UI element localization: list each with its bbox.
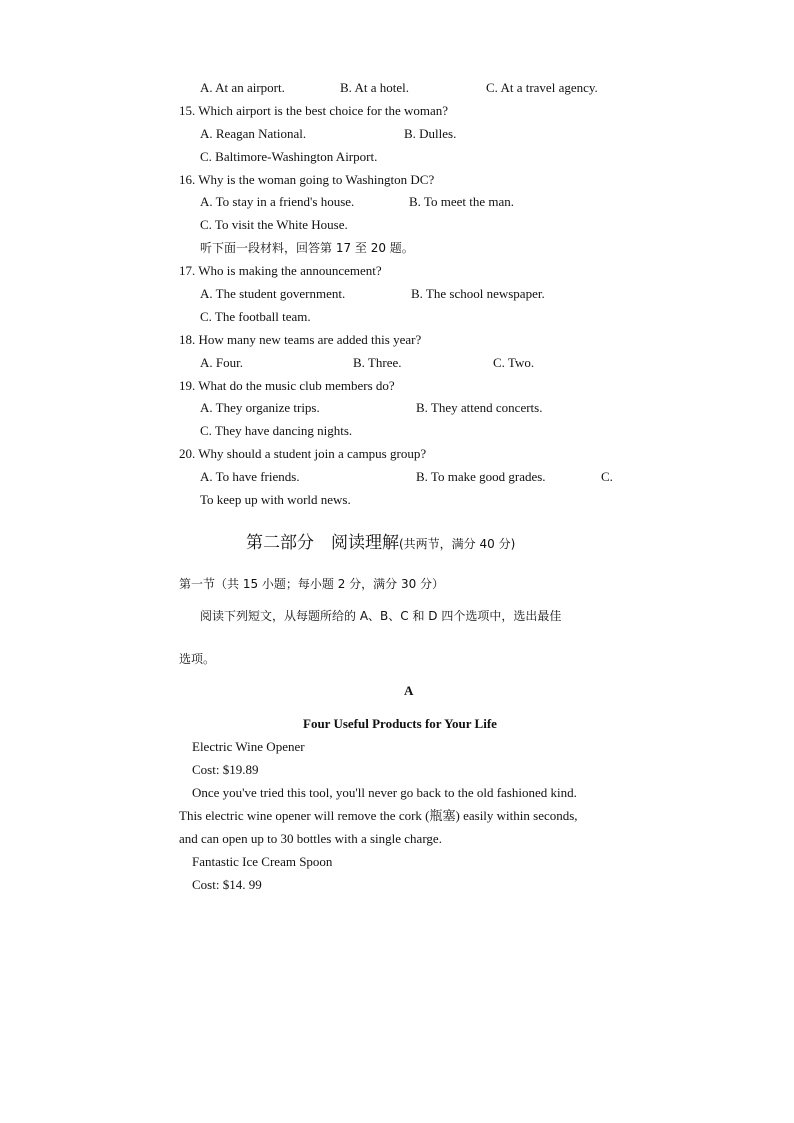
product1-desc-line3: and can open up to 30 bottles with a single charge. xyxy=(179,831,442,846)
part2-note: (共两节，满分 40 分) xyxy=(399,537,516,551)
q14-option-a: A. At an airport. xyxy=(200,80,285,95)
q17-stem: 17. Who is making the announcement? xyxy=(179,263,382,278)
q17-option-c: C. The football team. xyxy=(200,309,311,324)
section1-instruction-line1: 阅读下列短文，从每题所给的 A、B、C 和 D 四个选项中，选出最佳 xyxy=(200,609,562,623)
passage-title: Four Useful Products for Your Life xyxy=(303,716,497,731)
q15-option-b: B. Dulles. xyxy=(404,126,457,141)
product2-name: Fantastic Ice Cream Spoon xyxy=(192,854,333,869)
q16-option-b: B. To meet the man. xyxy=(409,194,514,209)
q20-option-a: A. To have friends. xyxy=(200,469,300,484)
q14-option-b: B. At a hotel. xyxy=(340,80,409,95)
q20-option-c-letter: C. xyxy=(601,469,613,484)
product1-name: Electric Wine Opener xyxy=(192,739,305,754)
q14-option-c: C. At a travel agency. xyxy=(486,80,598,95)
q15-option-a: A. Reagan National. xyxy=(200,126,307,141)
q19-option-b: B. They attend concerts. xyxy=(416,400,543,415)
q20-option-c-text: To keep up with world news. xyxy=(200,492,351,507)
passage-letter: A xyxy=(404,683,414,698)
section1-title: 第一节（共 15 小题；每小题 2 分，满分 30 分） xyxy=(179,577,445,591)
q19-stem: 19. What do the music club members do? xyxy=(179,378,395,393)
product1-desc-line2: This electric wine opener will remove the cork (瓶塞) easily within seconds, xyxy=(179,808,578,823)
q20-stem: 20. Why should a student join a campus group? xyxy=(179,446,427,461)
product2-cost: Cost: $14. 99 xyxy=(192,877,262,892)
part2-heading xyxy=(246,532,515,555)
q16-stem: 16. Why is the woman going to Washington DC? xyxy=(179,172,435,187)
q16-option-a: A. To stay in a friend's house. xyxy=(200,194,355,209)
q15-stem: 15. Which airport is the best choice for the woman? xyxy=(179,103,449,118)
q19-option-c: C. They have dancing nights. xyxy=(200,423,353,438)
q18-option-b: B. Three. xyxy=(353,355,402,370)
product1-cost: Cost: $19.89 xyxy=(192,762,259,777)
q15-option-c: C. Baltimore-Washington Airport. xyxy=(200,149,378,164)
part2-title: 第二部分 阅读理解 xyxy=(246,533,399,553)
q18-option-a: A. Four. xyxy=(200,355,243,370)
q17-option-b: B. The school newspaper. xyxy=(411,286,545,301)
product1-desc-line1: Once you've tried this tool, you'll never go back to the old fashioned kind. xyxy=(192,785,577,800)
q20-option-b: B. To make good grades. xyxy=(416,469,546,484)
q17-option-a: A. The student government. xyxy=(200,286,346,301)
q19-option-a: A. They organize trips. xyxy=(200,400,320,415)
q16-option-c: C. To visit the White House. xyxy=(200,217,348,232)
section1-instruction-line2: 选项。 xyxy=(179,652,216,666)
listening-instruction: 听下面一段材料，回答第 17 至 20 题。 xyxy=(200,241,414,255)
q18-option-c: C. Two. xyxy=(493,355,535,370)
q18-stem: 18. How many new teams are added this year? xyxy=(179,332,422,347)
